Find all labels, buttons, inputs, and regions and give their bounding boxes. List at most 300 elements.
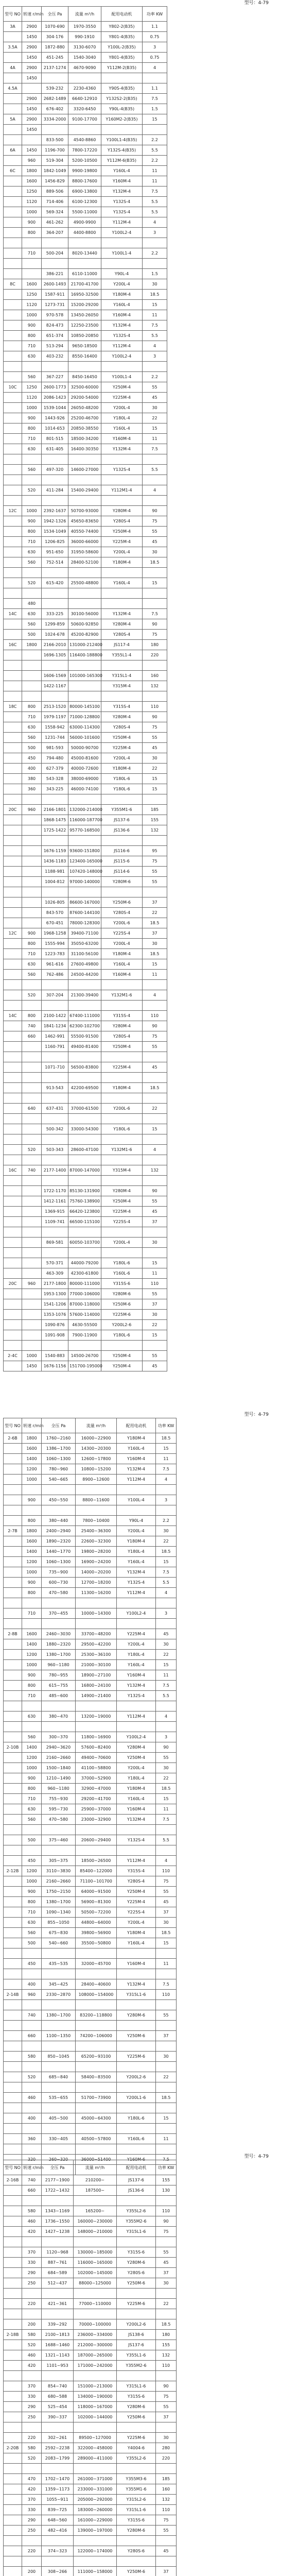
table-cell: 685~840 bbox=[42, 2072, 76, 2082]
table-cell bbox=[117, 1948, 156, 1959]
table-cell: Y280M-4 bbox=[101, 1186, 143, 1196]
table-cell: 2177~1900 bbox=[42, 2175, 74, 2185]
table-cell bbox=[143, 475, 167, 485]
table-cell bbox=[68, 887, 101, 897]
table-cell: 7.5 bbox=[143, 609, 167, 619]
table-cell: 513-294 bbox=[42, 341, 68, 351]
table-row bbox=[4, 1629, 177, 1639]
table-cell: 1.5 bbox=[143, 269, 167, 279]
table-cell: 2900 bbox=[22, 114, 42, 125]
table-row bbox=[4, 1567, 177, 1578]
table-cell: 981-593 bbox=[42, 743, 68, 753]
table-cell: 95 bbox=[143, 846, 167, 856]
table-cell bbox=[4, 1815, 22, 1825]
table-cell bbox=[4, 434, 22, 444]
table-cell: 200 bbox=[22, 2567, 42, 2576]
table-cell: 1200 bbox=[22, 1866, 42, 1876]
table-cell: 183000~260000 bbox=[74, 2505, 117, 2515]
table-cell: 16950-32500 bbox=[68, 290, 101, 300]
table-cell: 212000~300000 bbox=[74, 2340, 117, 2350]
table-cell bbox=[42, 1948, 76, 1959]
table-cell: 1343~1169 bbox=[42, 2206, 74, 2216]
table-cell: 77000~110000 bbox=[74, 2299, 117, 2309]
col-header: 全压 Pa bbox=[42, 2160, 74, 2175]
table-cell: 1004-812 bbox=[42, 877, 68, 887]
table-cell: Y225M-6 bbox=[101, 1310, 143, 1320]
table-cell bbox=[4, 1547, 22, 1557]
table-row bbox=[4, 846, 167, 856]
table-cell bbox=[4, 1145, 22, 1155]
table-row bbox=[4, 310, 167, 320]
table-cell bbox=[4, 619, 22, 630]
table-cell bbox=[4, 2515, 22, 2526]
table-cell: JS137-6 bbox=[117, 2175, 156, 2185]
table-row bbox=[4, 712, 167, 722]
table-cell: Y112M-4 bbox=[117, 1588, 156, 1598]
table-cell: 1071-710 bbox=[42, 1062, 68, 1073]
table-cell: 10800~15200 bbox=[76, 1464, 117, 1475]
table-cell bbox=[156, 2144, 177, 2155]
table-cell bbox=[117, 2289, 156, 2299]
table-row bbox=[4, 403, 167, 413]
table-cell: 37 bbox=[156, 2412, 177, 2422]
table-cell: 55 bbox=[156, 2247, 177, 2258]
table-cell bbox=[42, 1485, 76, 1495]
table-cell: 710 bbox=[22, 248, 42, 259]
table-cell: 45 bbox=[156, 1629, 177, 1639]
table-cell: Y250M-4 bbox=[101, 1361, 143, 1371]
table-cell: Y280S-6 bbox=[117, 2268, 156, 2278]
table-cell: 10000~14300 bbox=[76, 1608, 117, 1619]
table-cell: Y355L2-6 bbox=[117, 2206, 156, 2216]
table-cell bbox=[22, 1341, 42, 1351]
table-cell: 1091-908 bbox=[42, 1330, 68, 1341]
table-cell bbox=[143, 1227, 167, 1238]
table-cell: Y160M-4 bbox=[101, 176, 143, 187]
table-cell: 5.5 bbox=[156, 1835, 177, 1845]
table-cell: 500 bbox=[22, 1835, 42, 1845]
table-cell: Y225M-4 bbox=[101, 393, 143, 403]
table-cell: 55 bbox=[143, 382, 167, 393]
table-row bbox=[4, 1196, 167, 1207]
table-cell: 29200-54000 bbox=[68, 393, 101, 403]
table-row bbox=[4, 1557, 177, 1567]
table-row bbox=[4, 1495, 177, 1505]
table-cell bbox=[74, 2309, 117, 2319]
table-cell: 56500-83800 bbox=[68, 1062, 101, 1073]
table-cell: 2137-1274 bbox=[42, 63, 68, 73]
table-cell: Y200L1-6 bbox=[117, 2093, 156, 2103]
table-cell bbox=[42, 2041, 76, 2052]
table-row bbox=[4, 413, 167, 423]
table-cell bbox=[4, 1505, 22, 1516]
table-cell: 305~375 bbox=[42, 1856, 76, 1866]
table-cell: 500 bbox=[22, 1938, 42, 1948]
table-cell bbox=[143, 1114, 167, 1124]
table-cell: Y132S2-2(B35) bbox=[101, 94, 143, 104]
table-cell: 670-451 bbox=[42, 918, 68, 928]
table-cell: 580 bbox=[22, 2443, 42, 2453]
table-cell bbox=[143, 980, 167, 990]
table-cell bbox=[42, 1248, 68, 1258]
table-cell: 869-581 bbox=[42, 1238, 68, 1248]
table-cell: 1000 bbox=[22, 1660, 42, 1670]
table-cell bbox=[4, 1114, 22, 1124]
table-cell: 1353-1076 bbox=[42, 1310, 68, 1320]
table-cell bbox=[4, 248, 22, 259]
table-cell bbox=[117, 2144, 156, 2155]
table-row bbox=[4, 815, 167, 825]
table-cell: 290 bbox=[22, 2515, 42, 2526]
table-cell: 25300~36100 bbox=[76, 1650, 117, 1660]
table-cell: 15 bbox=[143, 300, 167, 310]
table-cell: 111000~158000 bbox=[74, 2567, 117, 2576]
table-header-row bbox=[4, 1418, 177, 1433]
table-cell: 762-486 bbox=[42, 970, 68, 980]
table-cell: 631-405 bbox=[42, 444, 68, 454]
table-cell: 370 bbox=[22, 2247, 42, 2258]
table-cell bbox=[101, 1176, 143, 1186]
table-cell: Y225M-6 bbox=[117, 2299, 156, 2309]
table-cell: 2160~2660 bbox=[42, 1876, 76, 1887]
table-cell: 370 bbox=[22, 2381, 42, 2392]
table-cell: 151700-195000 bbox=[68, 1361, 101, 1371]
table-cell: Y225S-4 bbox=[101, 1217, 143, 1227]
table-cell bbox=[101, 1052, 143, 1062]
table-cell: 18.5 bbox=[143, 918, 167, 928]
table-cell: 1462-991 bbox=[42, 1031, 68, 1042]
table-cell: 10850-20850 bbox=[68, 331, 101, 341]
table-row bbox=[4, 248, 167, 259]
table-row bbox=[4, 2206, 177, 2216]
table-row bbox=[4, 640, 167, 650]
table-cell: Y160L-6 bbox=[117, 2134, 156, 2144]
fan-spec-table bbox=[3, 2160, 177, 2576]
table-cell bbox=[22, 1042, 42, 1052]
table-row bbox=[4, 259, 167, 269]
table-cell: Y180M-4 bbox=[117, 1536, 156, 1547]
table-cell: 33700~48200 bbox=[76, 1629, 117, 1639]
table-cell: Y100L1-4 bbox=[101, 248, 143, 259]
table-row bbox=[4, 1093, 167, 1104]
table-cell bbox=[4, 238, 22, 248]
table-cell: Y4004-6 bbox=[117, 2443, 156, 2453]
table-cell: 18500-34200 bbox=[68, 434, 101, 444]
table-cell: 960 bbox=[22, 156, 42, 166]
table-cell: 1400 bbox=[22, 1742, 42, 1753]
table-cell: 148000~210000 bbox=[74, 2227, 117, 2237]
table-cell: Y315S-4 bbox=[101, 702, 143, 712]
table-cell: 132 bbox=[143, 1165, 167, 1176]
table-cell: JS116-6 bbox=[101, 846, 143, 856]
table-cell bbox=[42, 2082, 76, 2093]
table-row bbox=[4, 1578, 177, 1588]
table-row bbox=[4, 53, 167, 63]
table-cell bbox=[74, 2237, 117, 2247]
col-header: 功率 KW bbox=[156, 1418, 177, 1433]
table-cell: 345~425 bbox=[42, 1979, 76, 1990]
table-cell: 1942-1326 bbox=[42, 516, 68, 527]
table-cell: 3320-6450 bbox=[68, 104, 101, 114]
table-cell: 31950-58600 bbox=[68, 547, 101, 557]
table-cell: 630 bbox=[22, 1711, 42, 1722]
table-cell bbox=[22, 1948, 42, 1959]
table-cell: Y200L2-6 bbox=[101, 1320, 143, 1330]
table-cell bbox=[4, 351, 22, 362]
table-cell: 660 bbox=[22, 1031, 42, 1042]
col-header: 功率 KW bbox=[143, 7, 167, 22]
table-cell: 1541-1206 bbox=[42, 1299, 68, 1310]
table-cell: 367-227 bbox=[42, 372, 68, 382]
table-cell: 450 bbox=[22, 753, 42, 764]
table-cell: 470~580 bbox=[42, 1815, 76, 1825]
table-cell: 58400~83500 bbox=[76, 2072, 117, 2082]
table-cell: Y280M-4 bbox=[101, 619, 143, 630]
table-cell: 1842-1049 bbox=[42, 166, 68, 176]
table-cell: 710 bbox=[22, 712, 42, 722]
table-cell: Y200L-4 bbox=[101, 547, 143, 557]
table-cell: 118000~167000 bbox=[74, 2402, 117, 2412]
table-cell bbox=[4, 1918, 22, 1928]
table-cell: 8550-16400 bbox=[68, 351, 101, 362]
table-cell: 740 bbox=[22, 2175, 42, 2185]
fan-spec-table bbox=[3, 1418, 177, 2175]
table-cell: Y250M-6 bbox=[117, 2567, 156, 2576]
table-cell: Y315L1-6 bbox=[117, 1990, 156, 2000]
table-cell bbox=[101, 1093, 143, 1104]
table-cell: 3130-6070 bbox=[68, 42, 101, 53]
table-cell: 801-515 bbox=[42, 434, 68, 444]
table-cell bbox=[4, 1907, 22, 1918]
table-cell: Y225M-6 bbox=[117, 2433, 156, 2443]
table-cell bbox=[22, 2556, 42, 2567]
table-cell: 1558-942 bbox=[42, 722, 68, 733]
table-cell: 304-176 bbox=[42, 32, 68, 42]
table-cell bbox=[42, 2021, 76, 2031]
table-cell bbox=[22, 918, 42, 928]
table-cell: 630 bbox=[22, 351, 42, 362]
table-cell bbox=[4, 197, 22, 207]
table-cell bbox=[4, 1444, 22, 1454]
table-cell bbox=[22, 671, 42, 681]
table-cell bbox=[76, 2021, 117, 2031]
table-cell bbox=[4, 1186, 22, 1196]
table-cell: 37000-61500 bbox=[68, 1104, 101, 1114]
table-cell: 370 bbox=[22, 2495, 42, 2505]
table-cell bbox=[22, 1062, 42, 1073]
table-cell bbox=[22, 2196, 42, 2206]
table-cell: 185 bbox=[156, 2474, 177, 2484]
table-cell: 18500~26500 bbox=[76, 1856, 117, 1866]
table-cell bbox=[4, 2567, 22, 2576]
table-row bbox=[4, 1330, 167, 1341]
table-row bbox=[4, 1990, 177, 2000]
table-cell: 900 bbox=[22, 413, 42, 423]
table-cell: 14000~20200 bbox=[76, 1567, 117, 1578]
table-cell bbox=[68, 1341, 101, 1351]
table-row bbox=[4, 2185, 177, 2196]
table-cell: 30 bbox=[143, 403, 167, 413]
table-cell bbox=[4, 949, 22, 959]
table-cell: 15 bbox=[156, 1938, 177, 1948]
table-cell: 15 bbox=[156, 2113, 177, 2124]
table-cell: 684~589 bbox=[42, 2268, 74, 2278]
table-cell bbox=[143, 496, 167, 506]
table-cell: 139000~197000 bbox=[74, 2526, 117, 2536]
table-cell: 290 bbox=[22, 2402, 42, 2412]
table-cell: 648~560 bbox=[42, 2515, 74, 2526]
table-cell: 2-16B bbox=[4, 2175, 22, 2185]
col-header: 流量 m³/h bbox=[76, 1418, 117, 1433]
table-cell bbox=[22, 1310, 42, 1320]
table-row bbox=[4, 681, 167, 691]
table-cell: Y160L-4 bbox=[117, 1444, 156, 1454]
table-cell: 16C bbox=[4, 1165, 22, 1176]
table-cell bbox=[4, 2093, 22, 2103]
table-cell: 560 bbox=[22, 465, 42, 475]
table-cell: 2.2 bbox=[143, 372, 167, 382]
table-cell: 540~665 bbox=[42, 1475, 76, 1485]
table-cell: 55 bbox=[143, 733, 167, 743]
table-cell: 90 bbox=[156, 2381, 177, 2392]
table-cell: 75 bbox=[156, 2227, 177, 2237]
table-cell bbox=[4, 2433, 22, 2443]
table-cell bbox=[4, 2247, 22, 2258]
table-cell: Y355M2-6 bbox=[117, 2216, 156, 2227]
table-row bbox=[4, 1815, 177, 1825]
table-cell: 1880~2320 bbox=[42, 1639, 76, 1650]
table-cell: 1587-911 bbox=[42, 290, 68, 300]
table-cell: 220 bbox=[22, 2546, 42, 2556]
table-cell bbox=[22, 1073, 42, 1083]
table-cell: 116000~165000 bbox=[74, 2258, 117, 2268]
table-cell: 680~588 bbox=[42, 2392, 74, 2402]
table-cell: 11300~16200 bbox=[76, 1588, 117, 1598]
table-cell: 15 bbox=[143, 784, 167, 794]
table-cell bbox=[68, 362, 101, 372]
table-row bbox=[4, 197, 167, 207]
table-cell: 57600~82400 bbox=[76, 1742, 117, 1753]
table-cell: 1600 bbox=[22, 1629, 42, 1639]
table-cell: Y160M-4 bbox=[101, 970, 143, 980]
table-row bbox=[4, 630, 167, 640]
table-cell bbox=[42, 1341, 68, 1351]
table-cell: 18.5 bbox=[143, 1083, 167, 1093]
table-cell: 15 bbox=[156, 1557, 177, 1567]
table-cell: 24500-44200 bbox=[68, 970, 101, 980]
table-cell bbox=[42, 599, 68, 609]
table-cell: 375~460 bbox=[42, 1835, 76, 1845]
table-cell bbox=[143, 1176, 167, 1186]
table-cell: 160000~230000 bbox=[74, 2216, 117, 2227]
table-row bbox=[4, 1289, 167, 1299]
table-cell bbox=[22, 846, 42, 856]
table-cell: 87000-118000 bbox=[68, 1299, 101, 1310]
table-cell bbox=[101, 1134, 143, 1145]
table-row bbox=[4, 2319, 177, 2330]
table-cell: 32000~45700 bbox=[76, 1959, 117, 1969]
table-cell bbox=[4, 2381, 22, 2392]
table-cell: Y160L-4 bbox=[117, 1794, 156, 1804]
table-row bbox=[4, 1320, 167, 1330]
table-cell: 5.5 bbox=[143, 145, 167, 156]
table-cell bbox=[117, 2556, 156, 2567]
table-cell: Y160L-6 bbox=[101, 1268, 143, 1279]
table-cell: 37 bbox=[156, 1907, 177, 1918]
table-cell: 500 bbox=[22, 630, 42, 640]
table-cell: Y160L-4 bbox=[117, 1557, 156, 1567]
table-cell bbox=[22, 2371, 42, 2381]
table-cell: 37 bbox=[143, 1217, 167, 1227]
table-cell: Y315L1-4 bbox=[101, 671, 143, 681]
table-row bbox=[4, 1433, 177, 1444]
table-cell bbox=[22, 588, 42, 599]
table-row bbox=[4, 2350, 177, 2361]
table-cell: Y132S-4 bbox=[117, 1691, 156, 1701]
table-cell: 4 bbox=[143, 63, 167, 73]
table-cell: 2230-4360 bbox=[68, 83, 101, 94]
table-cell bbox=[4, 1887, 22, 1897]
table-cell bbox=[117, 2021, 156, 2031]
table-cell bbox=[4, 908, 22, 918]
table-cell: Y112M-6(B35) bbox=[101, 156, 143, 166]
table-cell bbox=[4, 2299, 22, 2309]
table-cell: 735~900 bbox=[42, 1567, 76, 1578]
table-cell: Y160L-4 bbox=[101, 300, 143, 310]
table-cell: 30 bbox=[156, 1918, 177, 1928]
table-cell bbox=[143, 691, 167, 702]
table-cell: 1380~1700 bbox=[42, 2010, 76, 2021]
table-cell: 39400-71100 bbox=[68, 928, 101, 939]
table-cell bbox=[156, 2422, 177, 2433]
table-cell: 95770-168500 bbox=[68, 825, 101, 836]
table-cell bbox=[22, 1248, 42, 1258]
table-cell: 1299-859 bbox=[42, 619, 68, 630]
table-cell: 330 bbox=[22, 2392, 42, 2402]
table-cell bbox=[4, 527, 22, 537]
table-cell bbox=[101, 496, 143, 506]
table-cell: 755~930 bbox=[42, 1794, 76, 1804]
table-cell: 18.5 bbox=[143, 949, 167, 959]
table-cell: 102000~145000 bbox=[74, 2268, 117, 2278]
table-cell bbox=[156, 1722, 177, 1732]
table-cell: 22 bbox=[156, 2072, 177, 2082]
table-cell: 4 bbox=[143, 990, 167, 1001]
table-cell bbox=[143, 660, 167, 671]
table-cell: 11 bbox=[143, 1268, 167, 1279]
table-cell: Y280M-6 bbox=[117, 2258, 156, 2268]
table-cell: 3.5A bbox=[4, 42, 22, 53]
table-row bbox=[4, 2402, 177, 2412]
table-cell: Y132M-4 bbox=[101, 444, 143, 454]
table-cell: 11 bbox=[156, 2134, 177, 2144]
table-cell: 2.2 bbox=[143, 135, 167, 145]
table-cell: Y90S-4(B35) bbox=[101, 83, 143, 94]
table-cell: 110 bbox=[143, 1011, 167, 1021]
table-cell bbox=[4, 1052, 22, 1062]
table-cell: 74200~106000 bbox=[76, 2031, 117, 2041]
table-cell: 900 bbox=[22, 217, 42, 228]
table-cell: 55 bbox=[143, 1042, 167, 1052]
table-cell bbox=[143, 568, 167, 578]
table-cell: 2.2 bbox=[156, 1516, 177, 1526]
table-cell bbox=[68, 1114, 101, 1124]
table-cell bbox=[4, 2082, 22, 2093]
table-row bbox=[4, 702, 167, 712]
table-cell: Y112M-4 bbox=[117, 1856, 156, 1866]
table-cell bbox=[4, 1062, 22, 1073]
table-row bbox=[4, 1042, 167, 1052]
